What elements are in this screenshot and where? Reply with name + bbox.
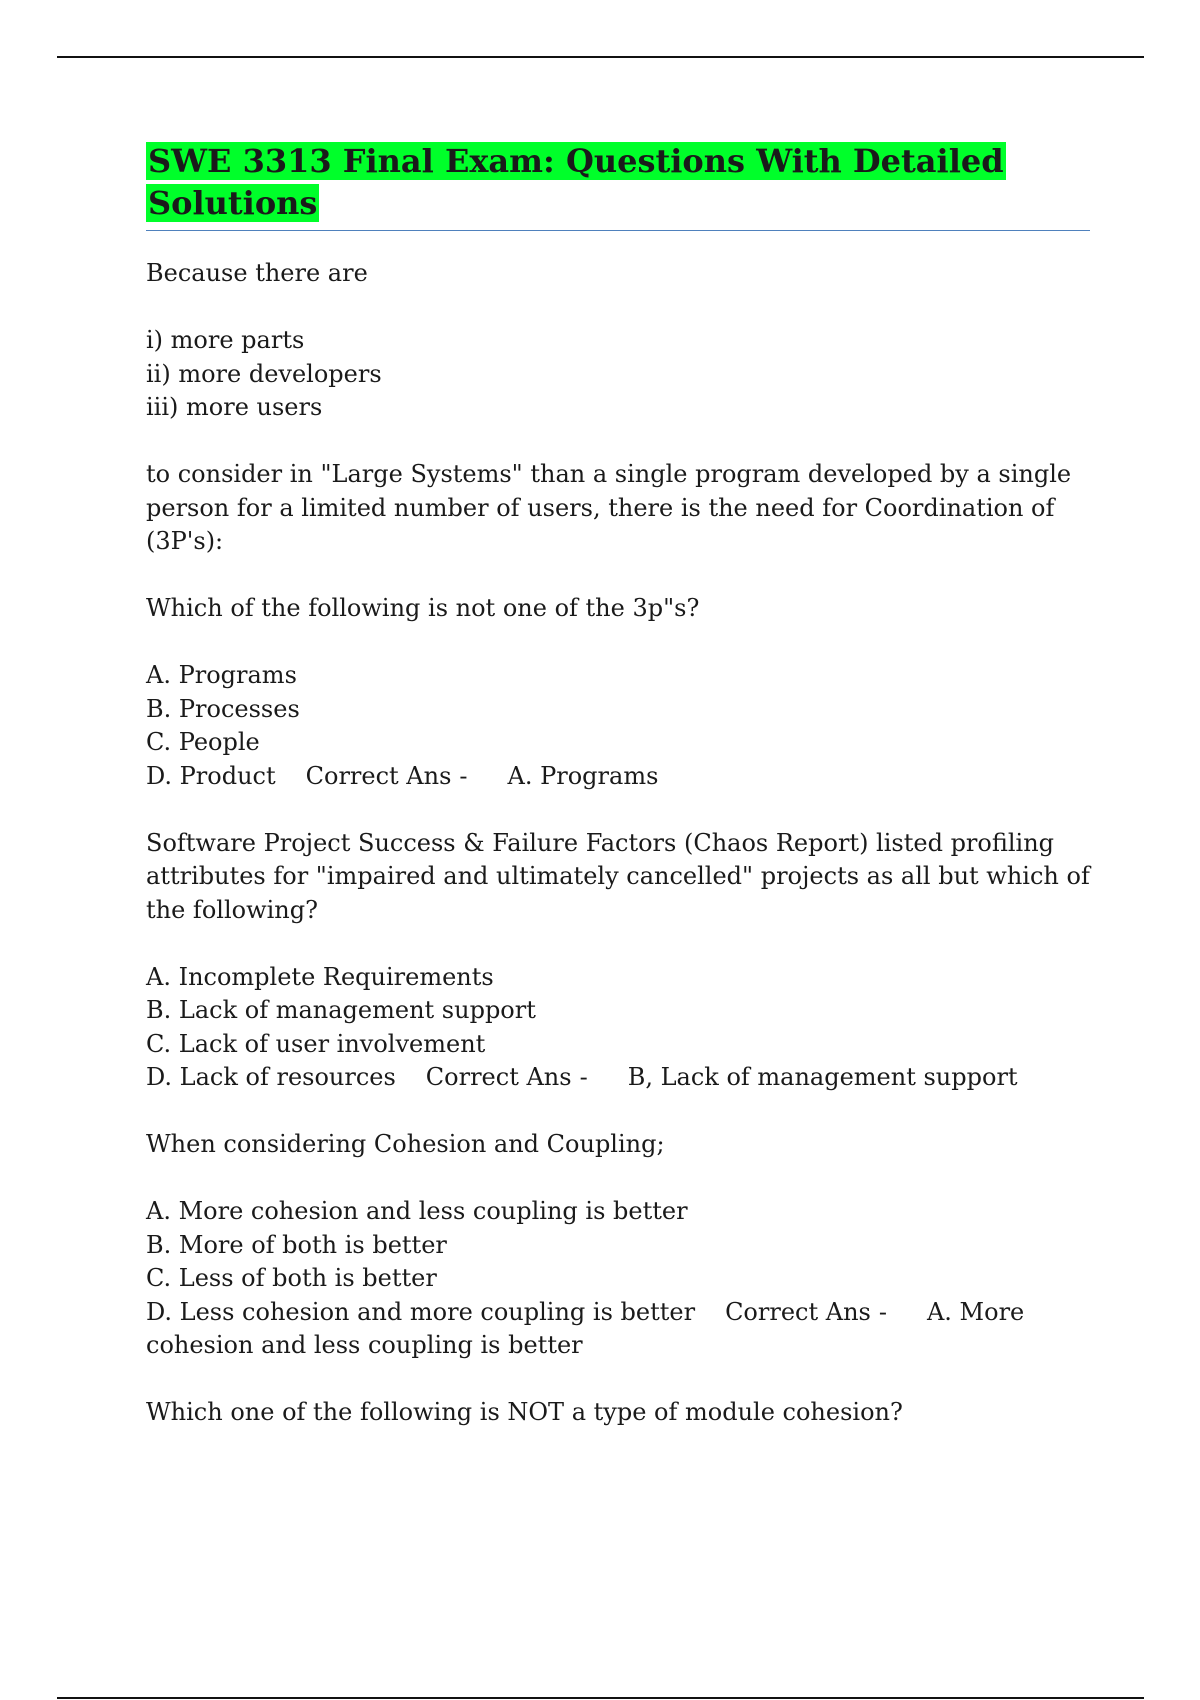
question-prompt: Which one of the following is NOT a type of module cohesion? xyxy=(146,1398,903,1426)
list-item: iii) more users xyxy=(146,393,323,421)
option-item: C. People xyxy=(146,728,260,756)
question-prompt: Software Project Success & Failure Factors (Chaos Report) listed profiling attributes for "impaired and ultimately cancelled" projects as all but which of the following? xyxy=(146,828,1090,924)
option-item: D. Product xyxy=(146,761,276,790)
question-prompt: When considering Cohesion and Coupling; xyxy=(146,1130,665,1158)
answer-dash: - xyxy=(459,761,468,790)
option-item: A. More cohesion and less coupling is better xyxy=(146,1197,688,1225)
option-item: A. Incomplete Requirements xyxy=(146,962,494,991)
option-item: D. Less cohesion and more coupling is better xyxy=(146,1297,696,1326)
option-item: B. Lack of management support xyxy=(146,996,536,1024)
option-item: B. More of both is better xyxy=(146,1230,447,1259)
correct-answer: A. More cohesion and less coupling is better xyxy=(146,1297,1025,1359)
title-block xyxy=(146,140,1090,231)
correct-answer: A. Programs xyxy=(507,761,659,790)
answer-dash: - xyxy=(579,1063,588,1091)
option-answer-line xyxy=(146,1061,1090,1095)
correct-answer-label: Correct Ans xyxy=(425,1063,572,1091)
document-title xyxy=(146,140,1090,224)
intro-list xyxy=(146,324,1090,425)
option-item: B. Processes xyxy=(146,694,300,723)
correct-answer: B, Lack of management support xyxy=(627,1063,1018,1091)
option-item: C. Lack of user involvement xyxy=(146,1029,486,1058)
correct-answer-label: Correct Ans xyxy=(305,761,452,790)
answer-dash: - xyxy=(878,1297,887,1326)
question-prompt: Which of the following is not one of the 3p"s? xyxy=(146,594,700,622)
correct-answer-label: Correct Ans xyxy=(725,1297,871,1326)
intro-lead: Because there are xyxy=(146,259,368,287)
list-item: ii) more developers xyxy=(146,359,382,388)
option-item: C. Less of both is better xyxy=(146,1264,437,1292)
option-item: D. Lack of resources xyxy=(146,1063,396,1091)
option-answer-line xyxy=(146,1296,1090,1363)
question-options xyxy=(146,659,1090,793)
intro-continuation: to consider in "Large Systems" than a single program developed by a single person for a limited number of users, there is the need for Coordination of (3P's): xyxy=(146,460,1072,555)
document-body xyxy=(146,257,1090,1430)
option-item: A. Programs xyxy=(146,661,297,689)
option-answer-line xyxy=(146,760,1090,794)
footer-rule xyxy=(57,1697,1144,1699)
header-rule xyxy=(57,56,1144,58)
list-item: i) more parts xyxy=(146,326,305,354)
question-options xyxy=(146,961,1090,1095)
document-page xyxy=(146,140,1090,1463)
question-options xyxy=(146,1195,1090,1363)
title-highlight: SWE 3313 Final Exam: Questions With Detailed Solutions xyxy=(148,142,1004,222)
